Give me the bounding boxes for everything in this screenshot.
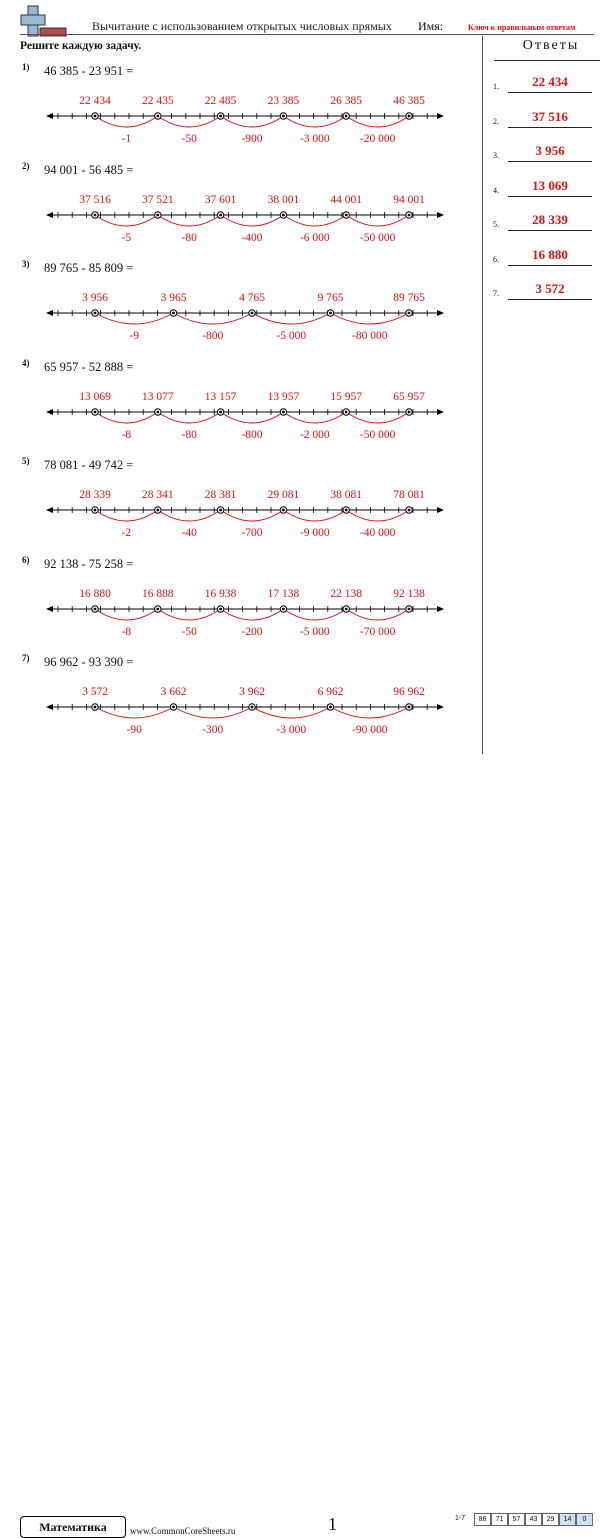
point-label: 13 077 [141,390,174,403]
point-marker-dot [94,509,97,512]
jump-label: -50 [181,133,197,145]
answer-row [493,281,603,301]
jump-label: -700 [241,527,263,539]
column-divider [482,36,483,754]
jump-label: -800 [202,330,224,342]
point-marker-dot [329,706,332,709]
score-cell: 29 [542,1513,559,1526]
point-label: 28 341 [141,489,174,501]
right-arrow-icon [437,212,444,218]
answer-row [493,247,603,267]
answer-value: 16 880 [532,246,568,262]
point-label: 3 962 [239,686,265,698]
answer-line [508,92,592,93]
plus-minus-logo-icon [20,4,68,38]
jump-label: -9 000 [299,527,330,539]
answers-title: Ответы [522,38,580,53]
point-marker-dot [282,607,285,610]
answer-line [508,230,592,231]
point-marker-dot [156,410,159,413]
problem [0,358,482,456]
left-arrow-icon [46,113,53,119]
problem [0,161,482,259]
point-label: 16 888 [141,587,174,600]
page-number: 1 [328,1514,337,1534]
answer-row [493,109,603,129]
point-label: 89 765 [393,292,425,304]
point-label: 96 962 [393,686,425,698]
problem [0,259,482,357]
answer-key-label: Ключ к правильным ответам [468,23,576,32]
jump-arc [95,313,174,324]
point-label: 28 339 [79,489,111,501]
number-line [0,259,482,357]
score-cell: 14 [559,1513,576,1526]
point-marker-dot [94,706,97,709]
problem-number: 4) [22,357,30,368]
right-arrow-icon [437,507,444,513]
point-label: 6 962 [317,686,344,698]
answer-value: 13 069 [532,177,568,193]
jump-arc [158,215,221,226]
jump-arc [95,412,158,423]
problem-number: 6) [22,554,30,565]
answer-number: 6. [493,254,499,264]
jump-arc [252,707,331,718]
jump-label: -300 [202,724,224,736]
point-marker-dot [408,509,411,512]
jump-arc [95,215,158,226]
point-marker-dot [408,312,411,315]
problem-number: 2) [22,160,30,171]
jump-label: -80 [181,428,197,441]
number-line [0,653,482,751]
right-arrow-icon [437,704,444,710]
right-arrow-icon [437,409,444,415]
answers-title-underline [494,60,600,61]
problem [0,62,482,160]
point-label: 22 485 [204,95,237,107]
point-marker-dot [282,115,285,118]
jump-label: -90 [126,724,142,736]
problem [0,456,482,554]
jump-arc [174,707,253,718]
point-marker-dot [219,213,222,216]
jump-arc [221,116,284,127]
jump-arc [221,215,284,226]
site-url: www.CommonCoreSheets.ru [130,1526,236,1536]
jump-label: -50 000 [359,231,396,244]
jump-arc [221,412,284,423]
jump-label: -200 [241,625,263,638]
answer-line [508,161,592,162]
point-label: 3 662 [160,686,187,698]
point-marker-dot [345,509,348,512]
point-label: 3 956 [82,292,108,304]
jump-arc [283,116,346,127]
point-label: 29 081 [267,489,300,501]
jump-arc [346,609,409,620]
jump-label: -80 [181,231,197,244]
point-label: 28 381 [204,489,237,501]
point-marker-dot [156,509,159,512]
point-marker-dot [156,115,159,118]
jump-label: -6 000 [299,231,330,244]
answer-row [493,74,603,94]
problem-expression: 94 001 - 56 485 = [44,162,134,177]
score-cell: 0 [576,1513,593,1526]
answer-line [508,265,592,266]
jump-label: -9 [129,330,140,342]
problem-number: 1) [22,62,30,72]
number-line [0,62,482,160]
problem-expression: 96 962 - 93 390 = [44,655,134,669]
number-line [0,555,482,653]
problem-number: 7) [22,653,30,663]
point-marker-dot [94,213,97,216]
brand-badge: Математика [20,1516,126,1538]
left-arrow-icon [46,704,53,710]
point-marker-dot [329,312,332,315]
jump-label: -2 [121,527,132,539]
point-label: 15 957 [330,390,363,403]
answer-value: 22 434 [532,74,568,89]
point-label: 92 138 [393,587,425,600]
point-label: 9 765 [317,292,344,304]
score-cell: 57 [508,1513,525,1526]
answer-number: 1. [493,82,499,91]
footer [0,756,612,1536]
point-marker-dot [94,115,97,118]
jump-label: -80 000 [352,330,388,342]
point-marker-dot [408,706,411,709]
jump-label: -1 [121,133,132,145]
point-label: 78 081 [393,489,425,501]
point-label: 16 938 [204,587,237,600]
instructions: Решите каждую задачу. [20,40,142,52]
point-marker-dot [219,410,222,413]
point-label: 23 385 [267,95,300,107]
jump-label: -50 000 [359,428,396,441]
problem-expression: 46 385 - 23 951 = [44,64,134,78]
point-marker-dot [156,213,159,216]
answer-value: 3 572 [535,281,565,296]
point-label: 17 138 [267,587,300,600]
point-label: 3 572 [82,686,108,698]
point-marker-dot [345,607,348,610]
problem-expression: 89 765 - 85 809 = [44,261,134,275]
left-arrow-icon [46,409,53,415]
left-arrow-icon [46,212,53,218]
jump-arc [346,215,409,226]
point-label: 26 385 [330,95,363,107]
right-arrow-icon [437,310,444,316]
point-label: 37 601 [204,193,237,206]
point-label: 94 001 [393,193,425,206]
answer-line [508,196,592,197]
answer-value: 3 956 [535,143,565,158]
point-label: 44 001 [330,193,363,206]
point-marker-dot [282,213,285,216]
point-marker-dot [219,115,222,118]
point-marker-dot [219,607,222,610]
jump-arc [158,609,221,620]
point-marker-dot [408,607,411,610]
jump-arc [346,116,409,127]
right-arrow-icon [437,606,444,612]
score-cell: 43 [525,1513,542,1526]
jump-arc [283,412,346,423]
jump-label: -50 [181,625,197,638]
point-marker-dot [408,213,411,216]
answer-number: 7. [493,289,499,298]
jump-label: -40 000 [359,527,396,539]
jump-arc [283,609,346,620]
jump-label: -900 [241,133,263,145]
point-marker-dot [345,410,348,413]
jump-arc [158,510,221,521]
point-marker-dot [345,115,348,118]
point-marker-dot [251,312,254,315]
point-marker-dot [408,115,411,118]
header [0,0,612,38]
point-marker-dot [156,607,159,610]
jump-arc [95,116,158,127]
jump-label: -2 000 [299,428,330,441]
jump-label: -8 [121,625,132,638]
header-rule [20,34,594,35]
jump-arc [95,510,158,521]
jump-label: -400 [241,231,263,244]
point-label: 22 138 [330,587,363,600]
answer-value: 37 516 [532,108,568,124]
score-cell: 71 [491,1513,508,1526]
problem [0,653,482,751]
number-line [0,456,482,554]
jump-label: -5 000 [276,330,307,342]
answer-value: 28 339 [532,212,568,227]
point-label: 38 081 [330,489,363,501]
jump-label: -5 000 [299,625,330,638]
score-cell: 86 [474,1513,491,1526]
jump-arc [221,510,284,521]
point-label: 4 765 [239,292,265,304]
point-label: 13 069 [79,390,111,403]
point-label: 46 385 [393,95,425,107]
problem-number: 5) [22,456,30,466]
jump-label: -8 [121,428,132,441]
number-line [0,161,482,259]
point-label: 3 965 [160,292,187,304]
problem-number: 3) [22,259,30,269]
left-arrow-icon [46,310,53,316]
name-label: Имя: [418,19,444,33]
point-marker-dot [282,410,285,413]
jump-arc [346,412,409,423]
jump-label: -3 000 [299,133,330,145]
answer-row [493,212,603,232]
jump-label: -90 000 [352,724,388,736]
jump-label: -70 000 [359,625,396,638]
point-marker-dot [251,706,254,709]
answer-line [508,127,592,128]
answer-line [508,299,592,300]
jump-arc [158,116,221,127]
answer-number: 2. [493,116,499,126]
point-label: 65 957 [393,390,425,403]
jump-arc [95,707,174,718]
problem-expression: 92 138 - 75 258 = [44,556,134,571]
left-arrow-icon [46,606,53,612]
answer-number: 5. [493,220,499,229]
jump-arc [283,510,346,521]
jump-arc [158,412,221,423]
jump-label: -40 [181,527,197,539]
point-label: 16 880 [79,587,111,600]
point-label: 37 521 [141,193,174,206]
problem-expression: 65 957 - 52 888 = [44,359,134,374]
point-label: 38 001 [267,193,300,206]
point-marker-dot [282,509,285,512]
point-label: 13 157 [204,390,237,403]
jump-arc [221,609,284,620]
left-arrow-icon [46,507,53,513]
jump-arc [252,313,331,324]
answer-row [493,178,603,198]
answer-number: 4. [493,185,499,195]
jump-arc [346,510,409,521]
point-label: 13 957 [267,390,300,403]
jump-label: -20 000 [359,133,396,145]
point-marker-dot [345,213,348,216]
answer-number: 3. [493,151,499,160]
worksheet-title: Вычитание с использованием открытых числовых прямых [92,19,392,33]
jump-arc [95,609,158,620]
right-arrow-icon [437,113,444,119]
number-line [0,358,482,456]
point-label: 22 434 [79,95,111,107]
point-marker-dot [94,312,97,315]
jump-arc [174,313,253,324]
jump-label: -5 [121,231,132,244]
point-marker-dot [219,509,222,512]
point-label: 22 435 [141,95,174,107]
point-label: 37 516 [79,193,111,206]
score-range: 1-7 [454,1515,466,1522]
problem [0,555,482,653]
problem-expression: 78 081 - 49 742 = [44,458,134,472]
jump-label: -800 [241,428,263,441]
point-marker-dot [408,410,411,413]
jump-arc [283,215,346,226]
jump-label: -3 000 [276,724,307,736]
answer-row [493,143,603,163]
point-marker-dot [172,312,175,315]
point-marker-dot [172,706,175,709]
point-marker-dot [94,410,97,413]
point-marker-dot [94,607,97,610]
